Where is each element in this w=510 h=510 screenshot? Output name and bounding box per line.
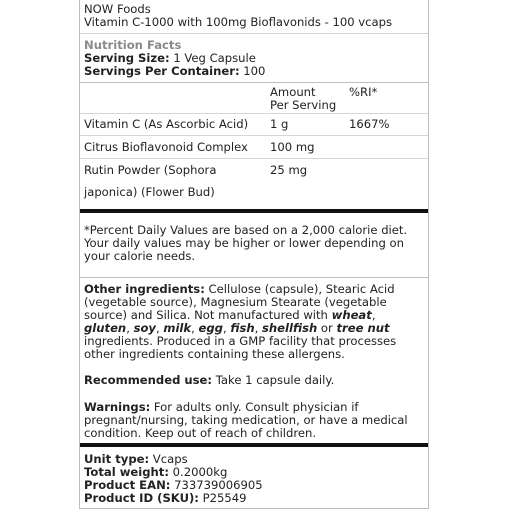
allergen: milk: [163, 321, 192, 335]
table-cell-amount: 25 mg: [270, 163, 308, 177]
dv-line2: Your daily values may be higher or lower depending on: [84, 236, 404, 250]
serving-size-label: Serving Size:: [84, 51, 170, 65]
dv-line1: *Percent Daily Values are based on a 2,000 calorie diet.: [84, 223, 408, 237]
allergen: tree nut: [336, 321, 390, 335]
table-row-divider: [80, 158, 428, 159]
amount-header-line2: Per Serving: [270, 98, 337, 112]
ing-text: ,: [222, 321, 231, 335]
serving-size-value: 1 Veg Capsule: [173, 51, 256, 65]
allergen: wheat: [331, 308, 372, 322]
recommended-use-label: Recommended use:: [84, 373, 213, 387]
ri-header: %RI*: [349, 85, 378, 99]
ing-text: source) and Silica. Not manufactured with: [84, 308, 332, 322]
servings-per-container-value: 100: [243, 64, 266, 78]
other-ingredients-label: Other ingredients:: [84, 282, 205, 296]
servings-per-container-label: Servings Per Container:: [84, 64, 240, 78]
ing-text: ,: [371, 308, 376, 322]
warnings: [84, 401, 424, 440]
ing-text: or: [317, 321, 337, 335]
header-divider: [80, 33, 428, 34]
allergen: shellfish: [262, 321, 318, 335]
spec-label: Unit type:: [84, 452, 150, 466]
spec-value: P25549: [198, 491, 247, 505]
recommended-use-text: Take 1 capsule daily.: [212, 373, 335, 387]
spec-label: Product EAN:: [84, 478, 171, 492]
daily-values-note: [84, 224, 424, 263]
recommended-use: [84, 374, 424, 387]
thick-divider: [80, 443, 428, 447]
amount-header-line1: Amount: [270, 85, 316, 99]
ing-text: ,: [191, 321, 199, 335]
spec-value: 733739006905: [170, 478, 263, 492]
table-cell-name: Rutin Powder (Sophora: [84, 163, 217, 177]
thick-divider: [80, 209, 428, 213]
spec-label: Total weight:: [84, 465, 169, 479]
allergen: soy: [133, 321, 156, 335]
servings-per-container: [84, 65, 265, 78]
ing-text: ,: [126, 321, 134, 335]
ing-text: other ingredients containing these allergens.: [84, 347, 345, 361]
spec-value: Vcaps: [149, 452, 188, 466]
table-cell-ri: 1667%: [349, 117, 390, 131]
spec-label: Product ID (SKU):: [84, 491, 199, 505]
allergen: egg: [198, 321, 223, 335]
table-cell-amount: 1 g: [270, 117, 289, 131]
table-header-divider: [80, 113, 428, 114]
table-cell-name: Citrus Bioflavonoid Complex: [84, 140, 248, 154]
ing-text: ,: [156, 321, 164, 335]
allergen: fish: [230, 321, 255, 335]
warnings-text: For adults only. Consult physician if: [150, 400, 359, 414]
spec-product-id: [84, 492, 247, 505]
brand-name: NOW Foods: [84, 2, 151, 16]
ing-text: ingredients. Produced in a GMP facility that processes: [84, 334, 397, 348]
other-ingredients: [84, 283, 424, 361]
section-divider: [80, 277, 428, 278]
amount-header: [270, 86, 336, 112]
nutrition-facts-title: Nutrition Facts: [84, 38, 182, 52]
table-cell-name: Vitamin C (As Ascorbic Acid): [84, 117, 249, 131]
warnings-label: Warnings:: [84, 400, 151, 414]
ing-text: Cellulose (capsule), Stearic Acid: [204, 282, 395, 296]
supplement-facts-label: [79, 0, 429, 509]
dv-line3: your calorie needs.: [84, 249, 196, 263]
table-cell-name-cont: japonica) (Flower Bud): [84, 185, 215, 199]
facts-divider: [80, 82, 428, 83]
product-name: Vitamin C-1000 with 100mg Bioflavonids - 100 vcaps: [84, 15, 393, 29]
table-row-divider: [80, 135, 428, 136]
spec-value: 0.2000kg: [169, 465, 228, 479]
allergen: gluten: [84, 321, 127, 335]
table-cell-amount: 100 mg: [270, 140, 315, 154]
warnings-text: pregnant/nursing, taking medication, or have a medical: [84, 413, 408, 427]
ing-text: (vegetable source), Magnesium Stearate (vegetable: [84, 295, 387, 309]
ing-text: ,: [254, 321, 262, 335]
warnings-text: condition. Keep out of reach of children.: [84, 426, 317, 440]
